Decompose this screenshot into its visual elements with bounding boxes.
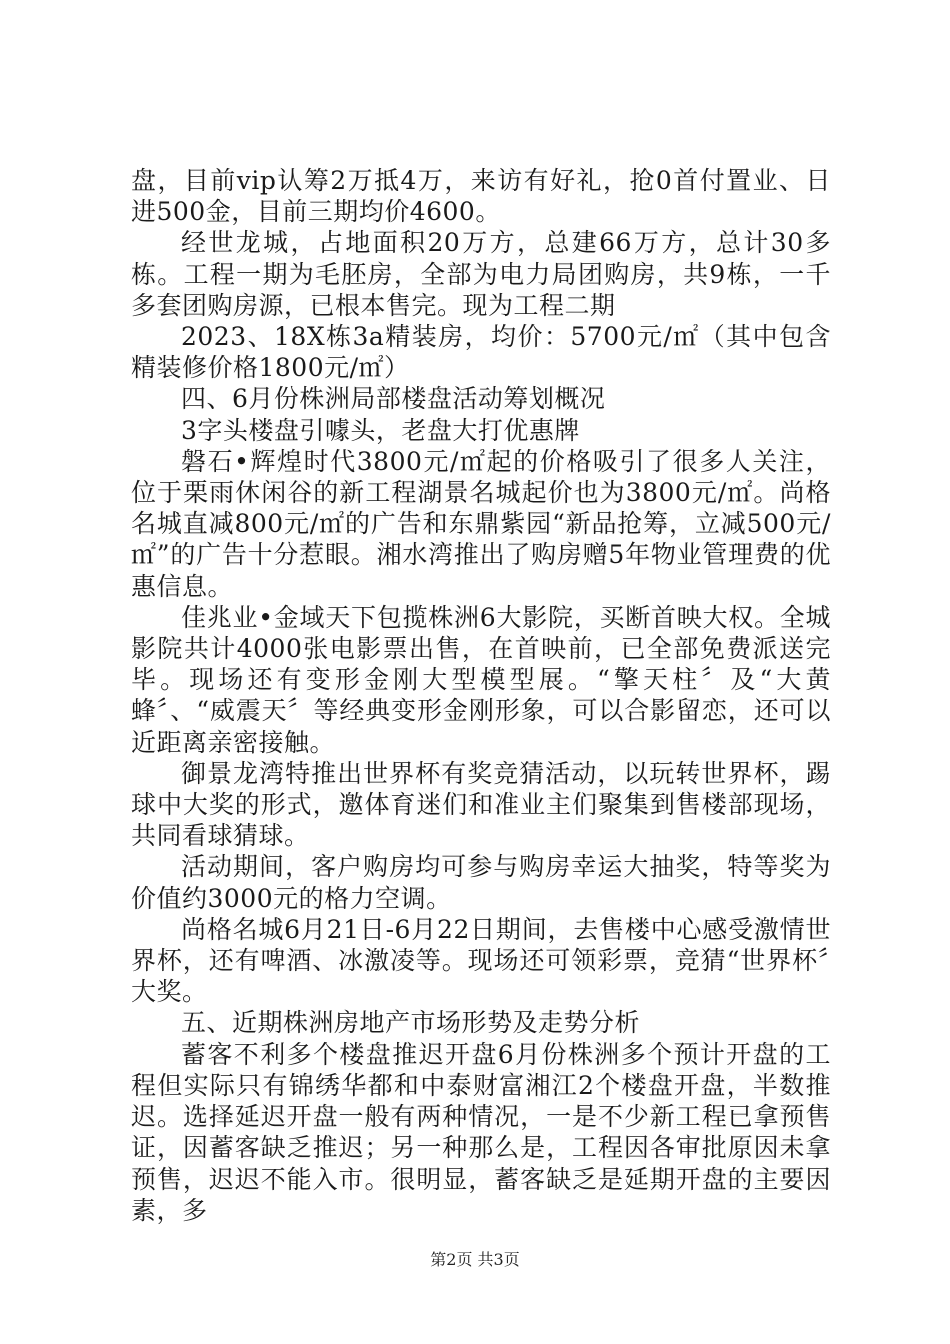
subheading: 3字头楼盘引噱头，老盘大打优惠牌 [181,415,580,445]
section-heading-4: 四、6月份株洲局部楼盘活动筹划概况 [181,384,606,414]
page-number-footer: 第2页 共3页 [430,1250,520,1269]
paragraph-12: 蓄客不利多个楼盘推迟开盘6月份株洲多个预计开盘的工程但实际只有锦绣华都和中泰财富湘江2个楼盘开盘，半数推迟。选择延迟开盘一般有两种情况，一是不少新工程已拿预售证，因蓄客缺乏推迟；另一种那么是，工程因各审批原因未拿预售，迟迟不能入市。很明显，蓄客缺乏是延期开盘的主要因素，多 [131,1039,831,1225]
paragraph-8: 御景龙湾特推出世界杯有奖竞猜活动，以玩转世界杯，踢球中大奖的形式，邀体育迷们和准业主们聚集到售楼部现场，共同看球猜球。 [131,758,831,851]
section-heading-5: 五、近期株洲房地产市场形势及走势分析 [181,1008,641,1038]
paragraph-9: 活动期间，客户购房均可参与购房幸运大抽奖，特等奖为价值约3000元的格力空调。 [131,852,831,913]
paragraph-10: 尚格名城6月21日-6月22日期间，去售楼中心感受激情世界杯，还有啤酒、冰激凌等。现场还可领彩票，竞猜“世界杯〞大奖。 [131,914,831,1007]
paragraph-3: 2023、18X栋3a精装房，均价：5700元/㎡（其中包含精装修价格1800元/㎡） [131,322,831,383]
paragraph-2: 经世龙城，占地面积20万方，总建66万方，总计30多栋。工程一期为毛胚房，全部为电力局团购房，共9栋，一千多套团购房源，已根本售完。现为工程二期 [131,228,831,320]
page-body [131,165,831,1226]
paragraph-7: 佳兆业•金域天下包揽株洲6大影院，买断首映大权。全城影院共计4000张电影票出售，在首映前，已全部免费派送完毕。现场还有变形金刚大型模型展。“擎天柱〞及“大黄蜂〞、“威震天〞等经典变形金刚形象，可以合影留恋，还可以近距离亲密接触。 [131,602,831,757]
paragraph-6: 磐石•辉煌时代3800元/㎡起的价格吸引了很多人关注，位于栗雨休闲谷的新工程湖景名城起价也为3800元/㎡。尚格名城直减800元/㎡的广告和东鼎紫园“新品抢筹，立减500元/㎡”的广告十分惹眼。湘水湾推出了购房赠5年物业管理费的优惠信息。 [131,446,831,601]
paragraph-1: 盘，目前vip认筹2万抵4万，来访有好礼，抢0首付置业、日进500金，目前三期均价4600。 [131,166,831,227]
